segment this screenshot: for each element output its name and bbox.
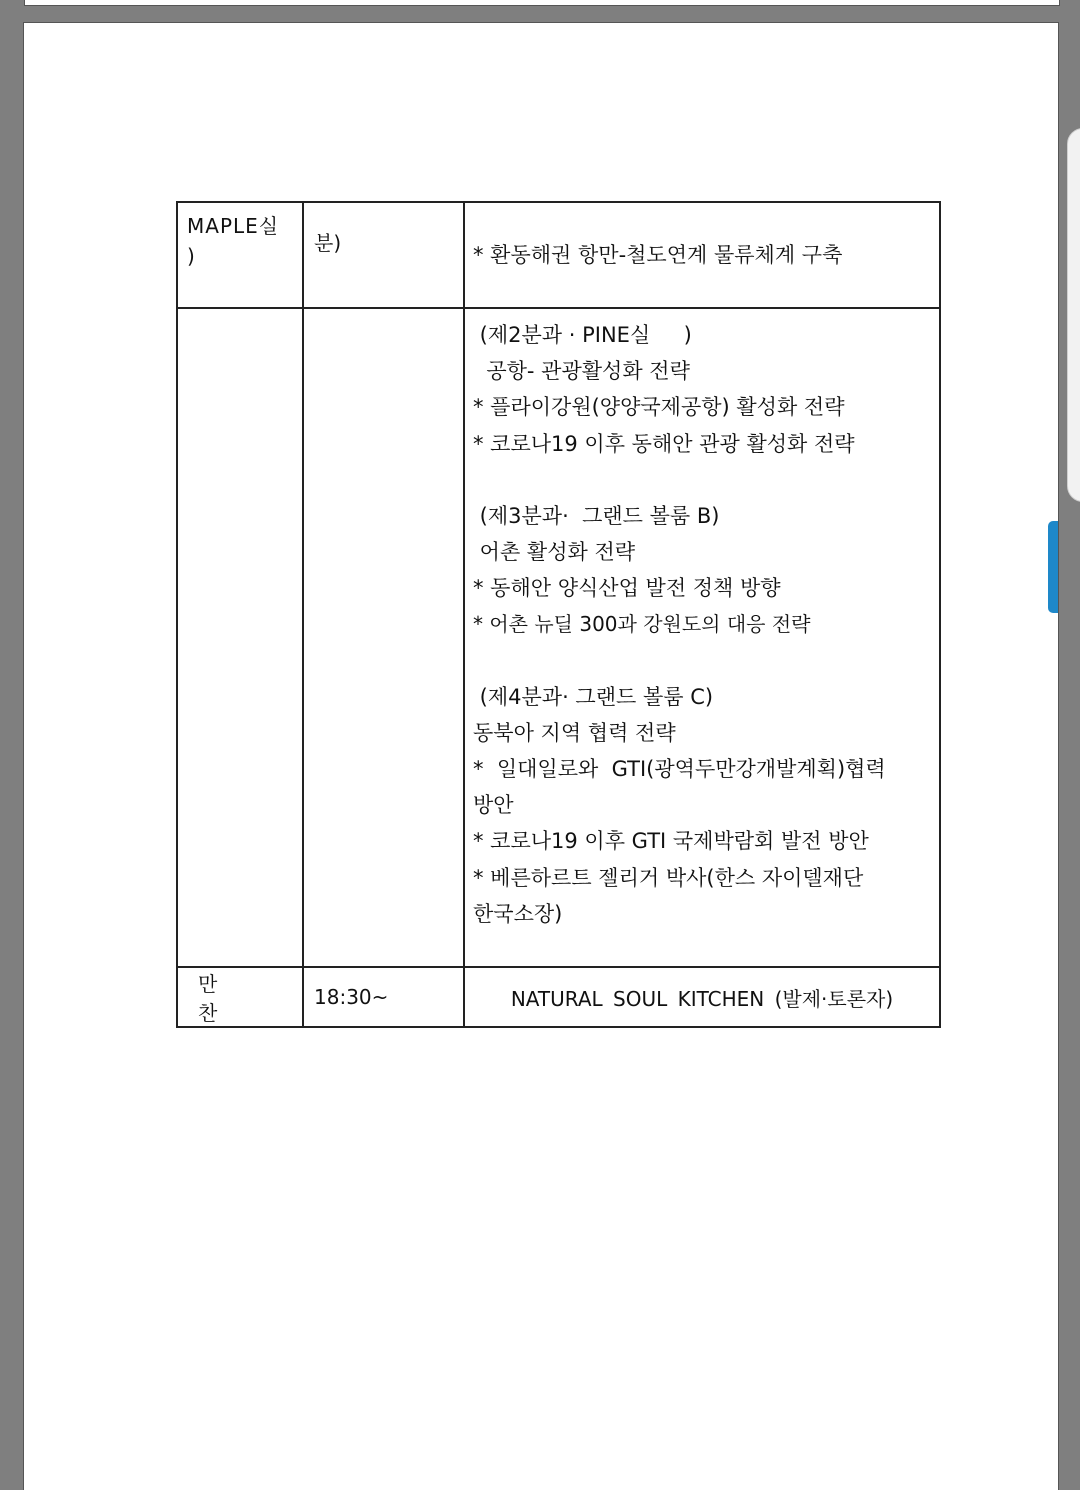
plan-line: * 동해안 양식산업 발전 정책 방향 <box>473 576 781 601</box>
dinner-venue-cell <box>464 967 940 1027</box>
table-row <box>177 967 940 1027</box>
plan-line-blank <box>473 643 939 679</box>
session-plan-cell <box>464 308 940 967</box>
scrollbar-thumb[interactable] <box>1048 521 1058 613</box>
plan-line: 한국소장) <box>473 901 563 926</box>
previous-page-edge <box>24 0 1060 6</box>
plan-line: * 베른하르트 젤리거 박사(한스 자이델재단 <box>473 865 864 890</box>
plan-line-blank <box>473 462 939 498</box>
dinner-time-cell <box>303 967 464 1027</box>
plan-line: 동북아 지역 협력 전략 <box>473 720 676 745</box>
plan-line: (제4분과· 그랜드 볼룸 C) <box>473 684 714 709</box>
plan-line: 공항- 관광활성화 전략 <box>473 359 690 384</box>
dinner-venue: NATURAL SOUL KITCHEN (발제·토론자) <box>510 986 894 1011</box>
empty-cell <box>303 308 464 967</box>
plan-line: * 어촌 뉴딜 300과 강원도의 대응 전략 <box>473 612 811 637</box>
schedule-table <box>176 201 941 1028</box>
dinner-time: 18:30~ <box>314 985 389 1009</box>
side-panel-handle[interactable] <box>1067 128 1080 502</box>
plan-line: * 플라이강원(양양국제공항) 활성화 전략 <box>473 395 845 420</box>
plan-line: 방안 <box>473 793 514 818</box>
plan-line: * 코로나19 이후 GTI 국제박람회 발전 방안 <box>473 829 869 854</box>
dinner-label-cell <box>177 967 303 1027</box>
plan-line: 어촌 활성화 전략 <box>473 540 636 565</box>
plan-line: (제3분과· 그랜드 볼룸 B) <box>473 503 720 528</box>
topic-text: * 환동해권 항만-철도연계 물류체계 구축 <box>473 243 843 267</box>
empty-cell <box>177 308 303 967</box>
table-row <box>177 202 940 308</box>
plan-line: * 코로나19 이후 동해안 관광 활성화 전략 <box>473 431 855 456</box>
topic-cell <box>464 202 940 308</box>
plan-line: (제2분과 · PINE실 ) <box>473 323 692 347</box>
table-row <box>177 308 940 967</box>
venue-text: MAPLE실 ) <box>187 214 280 268</box>
dinner-label: 만 찬 <box>198 972 240 1025</box>
plan-line: * 일대일로와 GTI(광역두만강개발계획)협력 <box>473 757 886 782</box>
session-text: 분) <box>314 231 342 255</box>
session-cell <box>303 202 464 308</box>
venue-cell <box>177 202 303 308</box>
